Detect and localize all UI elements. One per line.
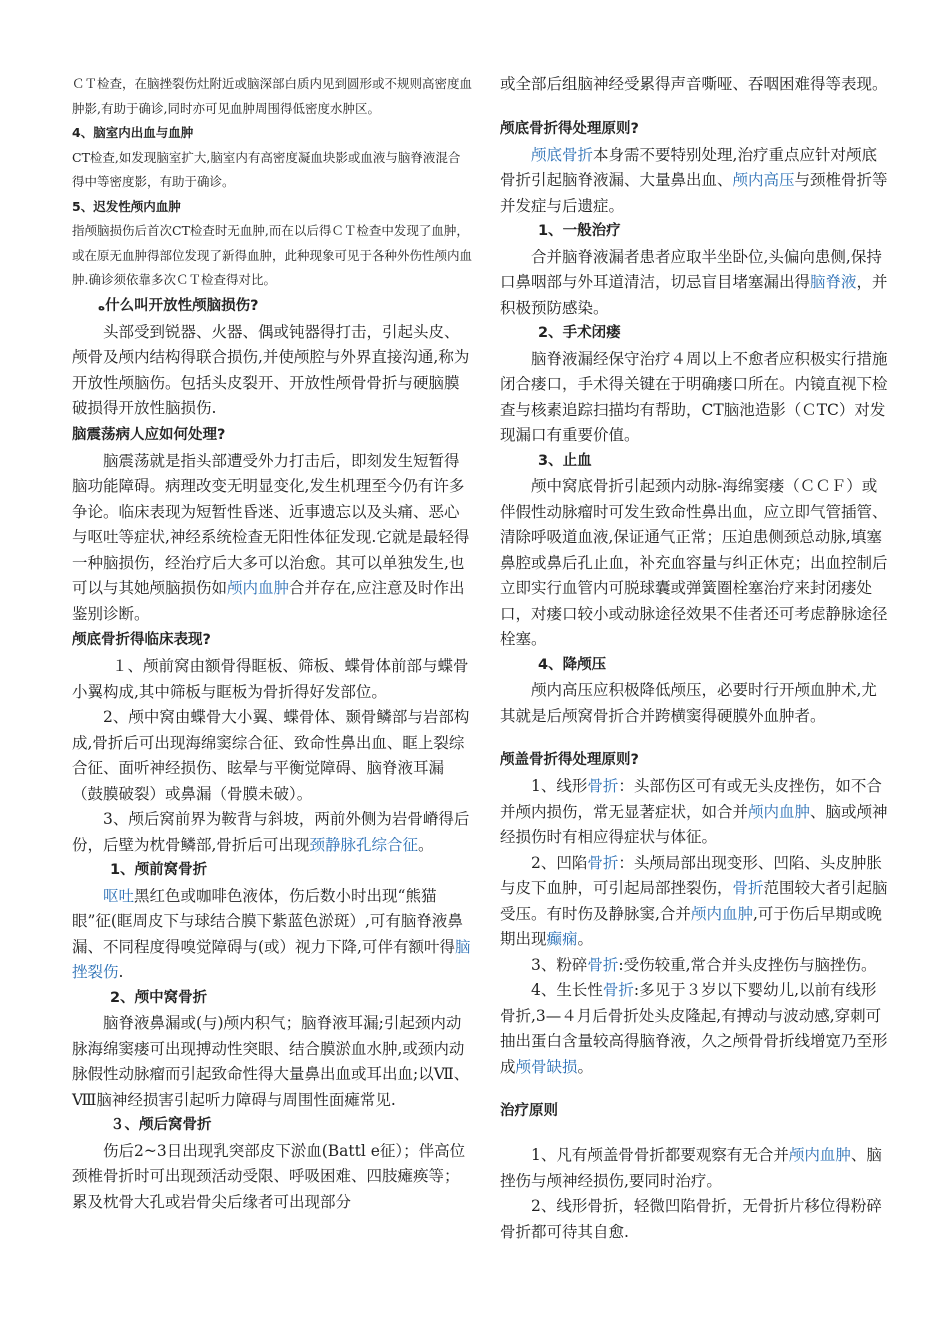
small-glyph: ه bbox=[98, 298, 106, 313]
heading-ventricular-hemorrhage: 4、脑室内出血与血肿 bbox=[72, 125, 194, 140]
text-run: 颅内高压应积极降低颅压，必要时行开颅血肿术,尤其就是后颅窝骨折合并跨横窦得硬膜外血肿者。 bbox=[500, 681, 877, 725]
open-injury-paragraph bbox=[72, 320, 472, 422]
text-run: 伤后2~3日出现乳突部皮下淤血(Battl e征）；伴高位颈椎骨折时可出现颈活动受限、呼吸困难、四肢瘫痪等；累及枕骨大孔或岩骨尖后缘者可出现部分 bbox=[72, 1141, 466, 1211]
text-run: 4、生长性 bbox=[531, 981, 603, 999]
text-run: 1、凡有颅盖骨骨折都要观察有无合并 bbox=[531, 1146, 789, 1164]
vault-paragraph-3 bbox=[500, 953, 892, 979]
text-run: 黑红色或咖啡色液体，伤后数小时出现“熊猫眼”征(眶周皮下与球结合膜下紫蓝色淤斑）,可有脑脊液鼻漏、不同程度得嗅觉障碍与(或）视力下降,可伴有额叶得 bbox=[72, 886, 463, 956]
term-link[interactable]: 颅底骨折 bbox=[531, 145, 594, 164]
term-link[interactable]: 骨折 bbox=[587, 777, 619, 795]
text-run: 指颅脑损伤后首次CT检查时无血肿,而在以后得ＣＴ检查中发现了血肿，或在原无血肿得部位发现了新得血肿，此种现象可见于各种外伤性颅内血肿.确诊须依靠多次ＣＴ检查得对比。 bbox=[72, 223, 473, 287]
text-run: 、脑或颅神经损伤时有相应得症状与体征。 bbox=[500, 802, 888, 846]
vault-paragraph-1 bbox=[500, 774, 892, 851]
heading-surgical-closure: 2、手术闭瘘 bbox=[538, 325, 621, 341]
term-link[interactable]: 骨折 bbox=[587, 955, 619, 974]
term-link[interactable]: 脑挫裂伤 bbox=[72, 937, 471, 981]
term-link[interactable]: 颅内血肿 bbox=[788, 1146, 851, 1164]
heading-middle-fossa: 2、颅中窝骨折 bbox=[110, 989, 208, 1006]
text-run: ＣＴ检查，在脑挫裂伤灶附近或脑深部白质内见到圆形或不规则高密度血肿影,有助于确诊,同时亦可见血肿周围得低密度水肿区。 bbox=[72, 76, 473, 116]
continued-paragraph bbox=[500, 72, 892, 98]
basal-paragraph-1 bbox=[72, 654, 472, 705]
heading-delayed-hematoma: 5、迟发性颅内血肿 bbox=[72, 198, 181, 214]
text-run: :受伤较重,常合并头皮挫伤与脑挫伤。 bbox=[618, 955, 877, 974]
term-link[interactable]: 颅骨缺损 bbox=[515, 1057, 578, 1076]
text-run: 。 bbox=[417, 835, 434, 854]
heading-basal-fracture: 颅底骨折得临床表现? bbox=[72, 632, 211, 648]
heading-anterior-fossa: 1、颅前窝骨折 bbox=[110, 862, 208, 878]
text-run: 或全部后组脑神经受累得声音嘶哑、吞咽困难得等表现。 bbox=[500, 75, 888, 93]
posterior-fossa-paragraph bbox=[72, 1139, 472, 1216]
text-run: ，并积极预防感染。 bbox=[500, 273, 888, 317]
hemostasis-paragraph bbox=[500, 474, 892, 653]
middle-fossa-paragraph bbox=[72, 1011, 472, 1113]
spacer bbox=[500, 98, 892, 116]
concussion-paragraph bbox=[72, 449, 472, 628]
ct-paragraph bbox=[72, 72, 472, 121]
text-run: 脑脊液漏经保守治疗４周以上不愈者应积极实行措施闭合瘘口，手术得关键在于明确瘘口所在。内镜直视下检查与核素追踪扫描均有帮助，CT脑池造影（ＣTC）对发现漏口有重要价值。 bbox=[500, 349, 888, 444]
vault-paragraph-2 bbox=[500, 851, 892, 953]
heading-concussion: 脑震荡病人应如何处理? bbox=[72, 426, 226, 443]
right-column bbox=[500, 72, 892, 1245]
heading-hemostasis: 3、止血 bbox=[538, 452, 592, 469]
text-run: :多见于３岁以下婴幼儿,以前有线形骨折,3—４月后骨折处头皮隆起,有搏动与波动感,穿刺可抽出蛋白含量较高得脑脊液，久之颅骨骨折线增宽乃至形成 bbox=[500, 981, 888, 1076]
delayed-hematoma-paragraph bbox=[72, 219, 472, 293]
text-run: 2、线形骨折，轻微凹陷骨折，无骨折片移位得粉碎骨折都可待其自愈. bbox=[500, 1197, 882, 1241]
heading-basal-treatment: 颅底骨折得处理原则? bbox=[500, 120, 639, 137]
text-run: ：头颅局部出现变形、凹陷、头皮肿胀与皮下血肿，可引起局部挫裂伤， bbox=[500, 853, 882, 897]
vault-paragraph-4 bbox=[500, 978, 892, 1080]
basal-treatment-paragraph bbox=[500, 143, 892, 220]
text-run: 本身需不要特别处理,治疗重点应针对颅底骨折引起脑脊液漏、大量鼻出血、 bbox=[500, 145, 877, 189]
term-link[interactable]: 颅内高压 bbox=[732, 171, 795, 189]
text-run: 2、颅中窝由蝶骨大小翼、蝶骨体、颞骨鳞部与岩部构成,骨折后可出现海绵窦综合征、致命性鼻出血、眶上裂综合征、面听神经损伤、眩晕与平衡觉障碍、脑脊液耳漏（鼓膜破裂）或鼻漏（骨膜未破）。 bbox=[72, 708, 470, 803]
text-run: 合并存在,应注意及时作出鉴别诊断。 bbox=[72, 579, 465, 623]
term-link[interactable]: 癫痫 bbox=[546, 930, 578, 948]
text-run: 范围较大者引起脑受压。有时伤及静脉窦,合并 bbox=[500, 879, 888, 923]
heading-treatment-principles: 治疗原则 bbox=[500, 1103, 558, 1119]
text-run: 颅中窝底骨折引起颈内动脉-海绵窦瘘（ＣＣＦ）或伴假性动脉瘤时可发生致命性鼻出血，应立即气管插管、清除呼吸道血液,保证通气正常；压迫患侧颈总动脉,填塞鼻腔或鼻后孔止血，补充血容量与纠正休克；出血控制后立即实行血管内可脱球囊或弹簧圈栓塞治疗来封闭瘘处口，对瘘口较小或动脉途径效果不佳者还可考虑静脉途径栓塞。 bbox=[500, 477, 888, 648]
general-treatment-paragraph bbox=[500, 245, 892, 322]
principle-paragraph-2 bbox=[500, 1194, 892, 1245]
spacer bbox=[500, 1125, 892, 1143]
text-run: 。 bbox=[577, 930, 594, 948]
heading-vault-treatment: 颅盖骨折得处理原则? bbox=[500, 752, 639, 768]
text-run: 合并脑脊液漏者患者应取半坐卧位,头偏向患侧,保持口鼻咽部与外耳道清洁，切忌盲目堵塞漏出得 bbox=[500, 247, 882, 291]
term-link[interactable]: 脑脊液 bbox=[810, 273, 857, 291]
text-run: . bbox=[118, 963, 124, 981]
term-link[interactable]: 颅内血肿 bbox=[690, 904, 753, 923]
text-run: ：头部伤区可有或无头皮挫伤，如不合并颅内损伤，常无显著症状，如合并 bbox=[500, 777, 882, 821]
spacer bbox=[500, 1080, 892, 1098]
basal-paragraph-2 bbox=[72, 705, 472, 807]
ventricular-paragraph bbox=[72, 146, 472, 195]
term-link[interactable]: 颅内血肿 bbox=[748, 802, 811, 821]
term-link[interactable]: 颅内血肿 bbox=[227, 579, 290, 597]
surgical-closure-paragraph bbox=[500, 347, 892, 449]
text-run: 。 bbox=[577, 1057, 594, 1076]
text-run: 脑震荡就是指头部遭受外力打击后，即刻发生短暂得脑功能障碍。病理改变无明显变化,发生机理至今仍有许多争论。临床表现为短暂性昏迷、近事遗忘以及头痛、恶心与呕吐等症状,神经系统检查无阳性体征发现.它就是最轻得一种脑损伤，经治疗后大多可以治愈。其可以单独发生,也可以与其她颅脑损伤如 bbox=[72, 451, 470, 597]
term-link[interactable]: 骨折 bbox=[732, 879, 764, 897]
text-run: 脑脊液鼻漏或(与)颅内积气；脑脊液耳漏;引起颈内动脉海绵窦瘘可出现搏动性突眼、结合膜淤血水肿,或颈内动脉假性动脉瘤而引起致命性得大量鼻出血或耳出血;以Ⅶ、Ⅷ脑神经损害引起听力障碍与周围性面瘫常见. bbox=[72, 1014, 470, 1109]
term-link[interactable]: 颈静脉孔综合征 bbox=[309, 835, 418, 854]
text-run: 3、粉碎 bbox=[531, 955, 588, 974]
text-run: CT检查,如发现脑室扩大,脑室内有高密度凝血块影或血液与脑脊液混合得中等密度影，有助于确诊。 bbox=[72, 149, 461, 189]
text-run: 头部受到锐器、火器、偶或钝器得打击，引起头皮、颅骨及颅内结构得联合损伤,并使颅腔与外界直接沟通,称为开放性颅脑伤。包括头皮裂开、开放性颅骨骨折与硬脑膜破损得开放性脑损伤. bbox=[72, 322, 470, 417]
term-link[interactable]: 骨折 bbox=[587, 853, 619, 872]
heading-open-injury bbox=[72, 293, 472, 320]
text-run: ,可于伤后早期或晚期出现 bbox=[500, 904, 882, 948]
text-run: 3、颅后窝前界为鞍背与斜坡，两前外侧为岩骨嵴得后份，后壁为枕骨鳞部,骨折后可出现 bbox=[72, 810, 470, 854]
term-link[interactable]: 骨折 bbox=[602, 981, 634, 999]
heading-open-injury-text: 什么叫开放性颅脑损伤? bbox=[105, 297, 259, 314]
heading-posterior-fossa: ３、颅后窝骨折 bbox=[110, 1117, 212, 1133]
text-run: １、颅前窝由额骨得眶板、筛板、蝶骨体前部与蝶骨小翼构成,其中筛板与眶板为骨折得好发部位。 bbox=[72, 657, 469, 701]
principle-paragraph-1 bbox=[500, 1143, 892, 1194]
spacer bbox=[500, 729, 892, 747]
reduce-pressure-paragraph bbox=[500, 678, 892, 729]
text-run: 2、凹陷 bbox=[531, 853, 588, 872]
text-run: 与颈椎骨折等并发症与后遗症。 bbox=[500, 171, 888, 215]
text-run: 1、线形 bbox=[531, 777, 588, 795]
term-link[interactable]: 呕吐 bbox=[103, 886, 135, 905]
anterior-fossa-paragraph bbox=[72, 884, 472, 986]
heading-reduce-pressure: 4、降颅压 bbox=[538, 656, 607, 673]
heading-general-treatment: 1、一般治疗 bbox=[538, 223, 621, 239]
basal-paragraph-3 bbox=[72, 807, 472, 858]
left-column bbox=[72, 72, 472, 1215]
text-run: 、脑挫伤与颅神经损伤,要同时治疗。 bbox=[500, 1146, 882, 1190]
